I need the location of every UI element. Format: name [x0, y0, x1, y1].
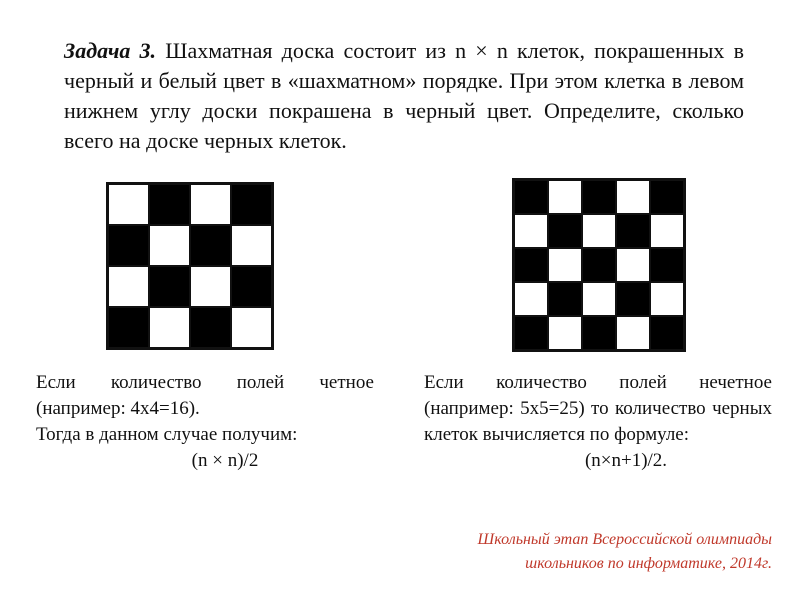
white-cell: [108, 184, 149, 225]
problem-statement: [64, 36, 744, 156]
source-footer: [352, 528, 772, 576]
black-cell: [149, 184, 190, 225]
white-cell: [190, 266, 231, 307]
white-cell: [190, 184, 231, 225]
black-cell: [548, 282, 582, 316]
source-line2: школьников по информатике, 2014г.: [525, 555, 772, 572]
white-cell: [582, 214, 616, 248]
black-cell: [190, 307, 231, 348]
even-case-formula: (n × n)/2: [191, 450, 259, 471]
white-cell: [149, 225, 190, 266]
white-cell: [650, 214, 684, 248]
black-cell: [231, 184, 272, 225]
black-cell: [514, 248, 548, 282]
black-cell: [514, 316, 548, 350]
white-cell: [149, 307, 190, 348]
chessboard-4x4: [106, 182, 274, 350]
white-cell: [548, 316, 582, 350]
black-cell: [582, 316, 616, 350]
even-case-line1: Если количество полей четное (например: 4х4=16).: [36, 372, 374, 419]
even-case-explanation: [36, 370, 374, 474]
black-cell: [108, 307, 149, 348]
white-cell: [514, 282, 548, 316]
white-cell: [514, 214, 548, 248]
black-cell: [616, 282, 650, 316]
black-cell: [231, 266, 272, 307]
white-cell: [231, 225, 272, 266]
black-cell: [548, 214, 582, 248]
white-cell: [231, 307, 272, 348]
problem-text: Шахматная доска состоит из n × n клеток, покрашенных в черный и белый цвет в «шахматном» порядке. При этом клетка в левом нижнем углу доски покрашена в черный цвет. Определите, сколько всего на доске черных клеток.: [64, 38, 744, 153]
white-cell: [108, 266, 149, 307]
white-cell: [616, 180, 650, 214]
black-cell: [650, 316, 684, 350]
white-cell: [548, 248, 582, 282]
white-cell: [582, 282, 616, 316]
odd-case-explanation: [424, 370, 772, 474]
source-line1: Школьный этап Всероссийской олимпиады: [477, 531, 772, 548]
white-cell: [616, 248, 650, 282]
white-cell: [650, 282, 684, 316]
black-cell: [108, 225, 149, 266]
white-cell: [616, 316, 650, 350]
chessboard-5x5: [512, 178, 686, 352]
even-case-line2: Тогда в данном случае получим:: [36, 424, 298, 445]
black-cell: [149, 266, 190, 307]
black-cell: [650, 180, 684, 214]
black-cell: [650, 248, 684, 282]
odd-case-formula: (n×n+1)/2.: [584, 450, 668, 471]
black-cell: [190, 225, 231, 266]
odd-case-line1: Если количество полей нечетное (например: 5х5=25) то количество черных клеток вычисляется по формуле:: [424, 372, 772, 445]
white-cell: [548, 180, 582, 214]
black-cell: [616, 214, 650, 248]
black-cell: [514, 180, 548, 214]
problem-label: Задача 3.: [64, 38, 157, 63]
black-cell: [582, 180, 616, 214]
black-cell: [582, 248, 616, 282]
